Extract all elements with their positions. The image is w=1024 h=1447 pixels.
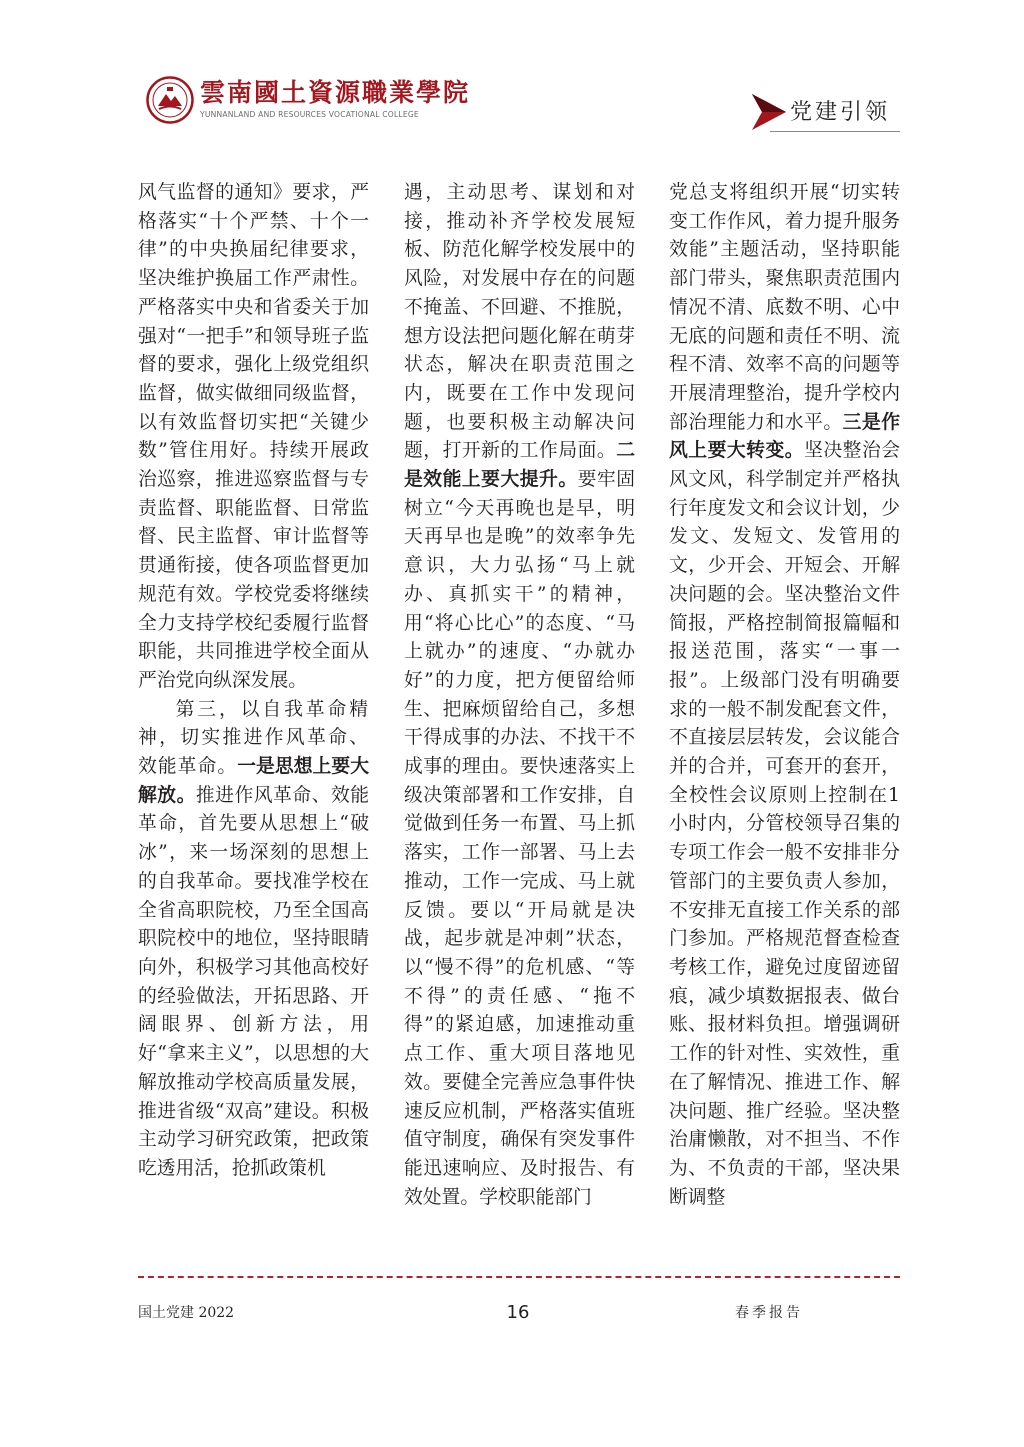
key-point: 三是作风上要大转变。 <box>669 411 900 462</box>
college-emblem-icon <box>146 76 194 124</box>
paragraph-text: 遇，主动思考、谋划和对接，推动补齐学校发展短板、防范化解学校发展中的风险，对发展中存在的问题不掩盖、不回避、不推脱，想方设法把问题化解在萌芽状态，解决在职责范围之内，既要在工作中发现问题，也要积极主动解决问题，打开新的工作局面。 <box>404 182 635 462</box>
paragraph: 风气监督的通知》要求，严格落实“十个严禁、十个一律”的中央换届纪律要求，坚决维护换届工作严肃性。严格落实中央和省委关于加强对“一把手”和领导班子监督的要求，强化上级党组织监督，做实做细同级监督，以有效监督切实把“关键少数”管住用好。持续开展政治巡察，推进巡察监督与专责监督、职能监督、日常监督、民主监督、审计监督等贯通衔接，使各项监督更加规范有效。学校党委将继续全力支持学校纪委履行监督职能，共同推进学校全面从严治党向纵深发展。 <box>138 182 369 691</box>
paragraph-text: 党总支将组织开展“切实转变工作作风，着力提升服务效能”主题活动，坚持职能部门带头，聚焦职责范围内情况不清、底数不明、心中无底的问题和责任不明、流程不清、效率不高的问题等开展清理整治，提升学校内部治理能力和水平。 <box>669 182 900 433</box>
college-name-en: YUNNANLAND AND RESOURCES VOCATIONAL COLLEGE <box>200 110 419 119</box>
publication-name: 国土党建 2022 <box>138 1305 235 1321</box>
section-heading: 第三，以自我革命精神，切实推进作风革命、效能革命。 <box>138 698 369 778</box>
text-column-3 <box>669 179 900 1269</box>
page-header <box>0 0 1024 140</box>
page-number: 16 <box>506 1302 530 1323</box>
issue-name: 春季报告 <box>735 1305 803 1321</box>
key-point: 二是效能上要大提升。 <box>404 440 635 491</box>
section-title-underline <box>770 131 900 132</box>
paragraph-text: 要牢固树立“今天再晚也是早，明天再早也是晚”的效率争先意识，大力弘扬“马上就办、真抓实干”的精神，用“将心比心”的态度、“马上就办”的速度、“办就办好”的力度，把方便留给师生、把麻烦留给自己，多想干得成事的办法、不找干不成事的理由。要快速落实上级决策部署和工作安排，自觉做到任务一布置、马上抓落实，工作一部署、马上去推动，工作一完成、马上就反馈。要以“开局就是决战，起步就是冲刺”状态，以“慢不得”的危机感、“等不得”的责任感、“拖不得”的紧迫感，加速推动重点工作、重大项目落地见效。要健全完善应急事件快速反应机制，严格落实值班值守制度，确保有突发事件能迅速响应、及时报告、有效处置。学校职能部门 <box>404 469 635 1208</box>
section-title: 党建引领 <box>790 100 891 125</box>
text-column-2 <box>404 179 635 1269</box>
college-name-cn: 雲南國土資源職業學院 <box>200 78 471 107</box>
key-point: 一是思想上要大解放。 <box>138 756 369 806</box>
text-column-1 <box>138 179 369 1269</box>
paragraph <box>138 696 369 1184</box>
paragraph <box>669 179 900 1212</box>
paragraph-text: 推进作风革命、效能革命，首先要从思想上“破冰”，来一场深刻的思想上的自我革命。要找准学校在全省高职院校，乃至全国高职院校中的地位，坚持眼睛向外，积极学习其他高校好的经验做法，开拓思路、开阔眼界、创新方法，用好“拿来主义”，以思想的大解放推动学校高质量发展，推进省级“双高”建设。积极主动学习研究政策，把政策吃透用活，抢抓政策机 <box>138 784 369 1179</box>
paragraph <box>404 179 635 1212</box>
footer-divider <box>138 1276 900 1278</box>
arrow-right-icon <box>750 92 788 132</box>
paragraph-text: 坚决整治会风文风，科学制定并严格执行年度发文和会议计划，少发文、发短文、发管用的文，少开会、开短会、开解决问题的会。坚决整治文件简报，严格控制简报篇幅和报送范围，落实“一事一报”。上级部门没有明确要求的一般不制发配套文件，不直接层层转发，会议能合并的合并，可套开的套开，全校性会议原则上控制在1小时内，分管校领导召集的专项工作会一般不安排非分管部门的主要负责人参加，不安排无直接工作关系的部门参加。严格规范督查检查考核工作，避免过度留迹留痕，减少填数据报表、做台账、报材料负担。增强调研工作的针对性、实效性，重在了解情况、推进工作、解决问题、推广经验。坚决整治庸懒散，对不担当、不作为、不负责的干部，坚决果断调整 <box>669 440 900 1208</box>
